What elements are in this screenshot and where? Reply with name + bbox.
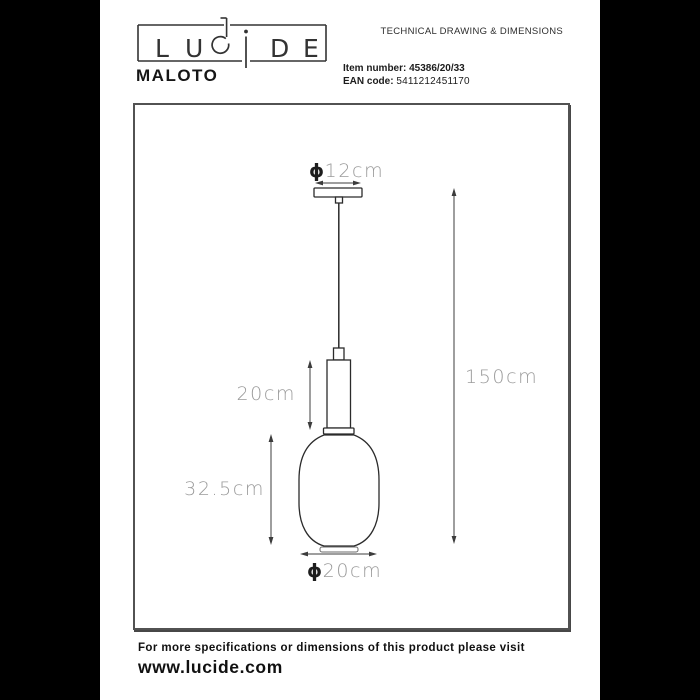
shade-bottom-ring — [320, 547, 358, 552]
technical-drawing-frame — [133, 103, 570, 630]
dim-label-suspension-height: 150cm — [465, 366, 539, 388]
website-link[interactable]: www.lucide.com — [138, 657, 283, 677]
catalog-page — [100, 0, 600, 700]
dim-label-shade-diameter: ϕ20cm — [307, 560, 383, 582]
dim-label-canopy-diameter: ϕ12cm — [309, 160, 385, 182]
dim-label-shade-height: 32.5cm — [184, 478, 265, 500]
lamp-fitting — [324, 348, 355, 434]
dim-label-fitting-height: 20cm — [236, 383, 296, 405]
dim-canopy-diameter — [309, 160, 384, 185]
logo-letter-i — [244, 30, 248, 68]
dim-fitting-height — [236, 360, 312, 430]
ean-code-value: 5411212451170 — [396, 76, 470, 87]
product-codes — [343, 62, 470, 88]
dim-suspension-height — [452, 188, 539, 544]
logo-hook-icon — [221, 18, 227, 37]
item-number-label: Item number: — [343, 63, 407, 74]
logo-letter: L — [155, 34, 169, 63]
product-name: MALOTO — [136, 66, 219, 85]
lucide-logo-graphic — [134, 14, 330, 72]
page-title: TECHNICAL DRAWING & DIMENSIONS — [380, 26, 563, 37]
ceiling-canopy — [314, 188, 362, 203]
logo-letter-c — [212, 37, 229, 54]
ean-code-label: EAN code: — [343, 76, 394, 87]
ean-code-row — [343, 75, 470, 88]
dim-shade-diameter — [300, 552, 382, 582]
dim-shade-height — [184, 434, 273, 545]
logo-letter: E — [303, 34, 319, 63]
logo-letter: U — [185, 34, 204, 63]
item-number-value: 45386/20/33 — [409, 63, 465, 74]
ribbed-glass-shade — [299, 433, 379, 552]
footer-note: For more specifications or dimensions of this product please visit — [138, 642, 525, 654]
lucide-logo — [134, 14, 330, 72]
item-number-row — [343, 62, 470, 75]
logo-letter: D — [270, 34, 290, 63]
pendant-lamp-drawing — [135, 105, 568, 628]
